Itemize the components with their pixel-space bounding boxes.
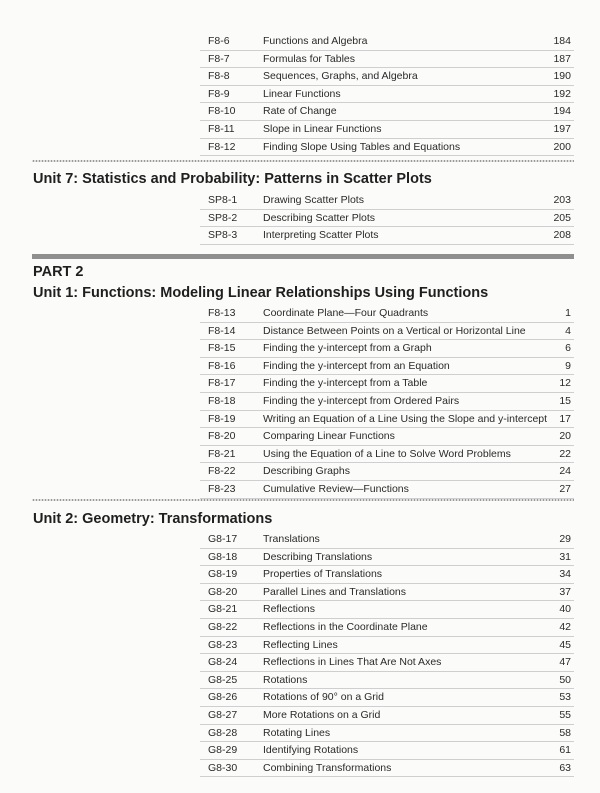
- unit-2-heading: Unit 2: Geometry: Transformations: [33, 511, 273, 527]
- toc-page: 187: [553, 52, 571, 65]
- toc-page: 4: [565, 324, 571, 337]
- unit-7-heading: Unit 7: Statistics and Probability: Patterns in Scatter Plots: [33, 171, 432, 187]
- toc-code: SP8-3: [208, 229, 238, 242]
- toc-page: 190: [553, 70, 571, 83]
- toc-row: [200, 689, 574, 707]
- section-divider: [32, 498, 574, 502]
- toc-title: Properties of Translations: [263, 568, 383, 581]
- toc-row: [200, 707, 574, 725]
- toc-code: F8-14: [208, 324, 236, 337]
- toc-code: F8-18: [208, 394, 236, 407]
- toc-title: Describing Graphs: [263, 465, 350, 478]
- toc-row: [200, 725, 574, 743]
- toc-code: F8-15: [208, 342, 236, 355]
- toc-row: [200, 549, 574, 567]
- toc-code: F8-7: [208, 52, 230, 65]
- toc-page: 55: [559, 708, 571, 721]
- toc-page: 200: [553, 140, 571, 153]
- toc-row: [200, 210, 574, 228]
- toc-code: G8-28: [208, 726, 238, 739]
- toc-title: Reflecting Lines: [263, 638, 338, 651]
- toc-title: Reflections in Lines That Are Not Axes: [263, 656, 442, 669]
- toc-row: [200, 139, 574, 157]
- toc-row: [200, 121, 574, 139]
- toc-page: 205: [553, 211, 571, 224]
- part-divider: [32, 254, 574, 259]
- toc-page: 53: [559, 691, 571, 704]
- toc-title: Finding the y-intercept from a Table: [263, 377, 428, 390]
- toc-row: [200, 375, 574, 393]
- toc-row: [200, 672, 574, 690]
- toc-page: 12: [559, 377, 571, 390]
- toc-title: Combining Transformations: [263, 761, 392, 774]
- toc-code: F8-21: [208, 447, 236, 460]
- toc-page: 45: [559, 638, 571, 651]
- toc-row: [200, 227, 574, 245]
- toc-title: Finding Slope Using Tables and Equations: [263, 140, 461, 153]
- toc-title: Describing Translations: [263, 550, 373, 563]
- toc-title: Identifying Rotations: [263, 744, 359, 757]
- toc-row: [200, 531, 574, 549]
- toc-row: [200, 411, 574, 429]
- toc-code: F8-17: [208, 377, 236, 390]
- toc-page: 37: [559, 585, 571, 598]
- toc-row: [200, 654, 574, 672]
- toc-page: 22: [559, 447, 571, 460]
- toc-code: F8-6: [208, 35, 230, 47]
- toc-title: Rotations of 90° on a Grid: [263, 691, 384, 704]
- toc-row: [200, 33, 574, 51]
- toc-page: 50: [559, 673, 571, 686]
- toc-page: 47: [559, 656, 571, 669]
- section-divider: [32, 159, 574, 163]
- toc-code: G8-23: [208, 638, 238, 651]
- toc-row: [200, 51, 574, 69]
- toc-code: F8-20: [208, 430, 236, 443]
- toc-title: Cumulative Review—Functions: [263, 482, 409, 495]
- toc-title: Distance Between Points on a Vertical or Horizontal Line: [263, 324, 526, 337]
- toc-row: [200, 619, 574, 637]
- toc-title: Interpreting Scatter Plots: [263, 229, 379, 242]
- toc-page: 194: [553, 105, 571, 118]
- toc-row: [200, 340, 574, 358]
- toc-row: [200, 481, 574, 499]
- toc-code: F8-11: [208, 122, 235, 135]
- toc-page: 61: [559, 744, 571, 757]
- toc-row: [200, 446, 574, 464]
- toc-title: More Rotations on a Grid: [263, 708, 381, 721]
- toc-code: F8-13: [208, 307, 236, 319]
- toc-code: G8-27: [208, 708, 238, 721]
- toc-code: F8-9: [208, 87, 230, 100]
- toc-page: 197: [553, 122, 571, 135]
- toc-title: Translations: [263, 533, 320, 545]
- toc-title: Finding the y-intercept from an Equation: [263, 359, 450, 372]
- toc-code: G8-29: [208, 744, 238, 757]
- toc-row: [200, 103, 574, 121]
- toc-page: 31: [559, 550, 571, 563]
- toc-title: Slope in Linear Functions: [263, 122, 382, 135]
- toc-page: 63: [559, 761, 571, 774]
- toc-title: Reflections: [263, 603, 315, 616]
- toc-row: [200, 601, 574, 619]
- toc-code: G8-17: [208, 533, 238, 545]
- toc-title: Linear Functions: [263, 87, 341, 100]
- toc-title: Rate of Change: [263, 105, 337, 118]
- toc-code: F8-8: [208, 70, 230, 83]
- toc-title: Writing an Equation of a Line Using the Slope and y-intercept: [263, 412, 548, 425]
- toc-code: F8-12: [208, 140, 236, 153]
- toc-page: 208: [553, 229, 571, 242]
- toc-page: 24: [559, 465, 571, 478]
- toc-page: 29: [559, 533, 571, 545]
- toc-code: F8-23: [208, 482, 236, 495]
- toc-page: 192: [553, 87, 571, 100]
- toc-code: F8-10: [208, 105, 236, 118]
- toc-code: G8-19: [208, 568, 238, 581]
- toc-title: Using the Equation of a Line to Solve Word Problems: [263, 447, 511, 460]
- toc-code: G8-18: [208, 550, 238, 563]
- toc-code: F8-16: [208, 359, 236, 372]
- toc-row: [200, 637, 574, 655]
- toc-page: 42: [559, 620, 571, 633]
- toc-code: G8-22: [208, 620, 238, 633]
- toc-row: [200, 584, 574, 602]
- toc-title: Reflections in the Coordinate Plane: [263, 620, 428, 633]
- toc-row: [200, 463, 574, 481]
- toc-page: 27: [559, 482, 571, 495]
- toc-title: Rotating Lines: [263, 726, 331, 739]
- toc-row: [200, 323, 574, 341]
- toc-title: Formulas for Tables: [263, 52, 356, 65]
- toc-title: Rotations: [263, 673, 308, 686]
- toc-row: [200, 192, 574, 210]
- toc-title: Comparing Linear Functions: [263, 430, 395, 443]
- toc-title: Finding the y-intercept from Ordered Pairs: [263, 394, 460, 407]
- toc-page: 15: [559, 394, 571, 407]
- toc-code: G8-25: [208, 673, 238, 686]
- toc-row: [200, 428, 574, 446]
- toc-table-unit7: [200, 192, 574, 245]
- toc-title: Describing Scatter Plots: [263, 211, 376, 224]
- toc-code: SP8-2: [208, 211, 238, 224]
- toc-page: 9: [565, 359, 571, 372]
- unit-1-heading: Unit 1: Functions: Modeling Linear Relationships Using Functions: [33, 285, 489, 301]
- toc-title: Finding the y-intercept from a Graph: [263, 342, 432, 355]
- toc-title: Sequences, Graphs, and Algebra: [263, 70, 418, 83]
- toc-row: [200, 68, 574, 86]
- toc-title: Drawing Scatter Plots: [263, 194, 364, 206]
- toc-page: 184: [553, 35, 571, 47]
- toc-row: [200, 742, 574, 760]
- toc-row: [200, 566, 574, 584]
- toc-code: G8-21: [208, 603, 238, 616]
- toc-row: [200, 305, 574, 323]
- toc-table-unit6-continued: [200, 33, 574, 156]
- toc-code: G8-20: [208, 585, 238, 598]
- toc-row: [200, 358, 574, 376]
- toc-page: 203: [553, 194, 571, 206]
- toc-code: F8-22: [208, 465, 236, 478]
- toc-row: [200, 393, 574, 411]
- toc-table-unit2: [200, 531, 574, 777]
- toc-table-unit1: [200, 305, 574, 499]
- toc-page: 17: [559, 412, 571, 425]
- toc-title: Parallel Lines and Translations: [263, 585, 407, 598]
- toc-title: Functions and Algebra: [263, 35, 368, 47]
- toc-code: G8-24: [208, 656, 238, 669]
- toc-code: G8-30: [208, 761, 238, 774]
- toc-row: [200, 86, 574, 104]
- part-2-label: PART 2: [33, 264, 84, 280]
- toc-title: Coordinate Plane—Four Quadrants: [263, 307, 429, 319]
- toc-page: 1: [565, 307, 571, 319]
- toc-row: [200, 760, 574, 778]
- toc-page: 58: [559, 726, 571, 739]
- toc-code: F8-19: [208, 412, 236, 425]
- toc-page: 6: [565, 342, 571, 355]
- toc-page: 20: [559, 430, 571, 443]
- toc-page: 34: [559, 568, 571, 581]
- toc-code: SP8-1: [208, 194, 238, 206]
- toc-code: G8-26: [208, 691, 238, 704]
- toc-page: 40: [559, 603, 571, 616]
